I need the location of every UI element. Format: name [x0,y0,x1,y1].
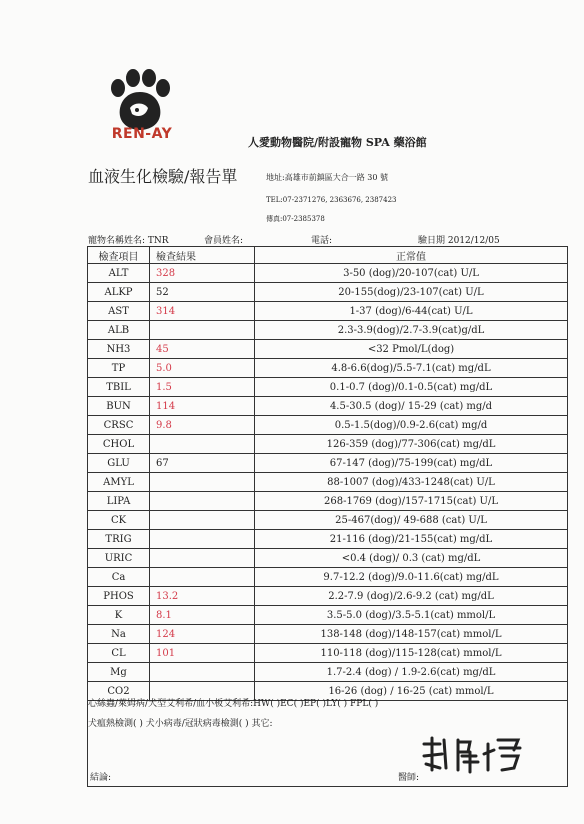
test-item: Mg [88,663,150,682]
report-title: 血液生化檢驗/報告單 [88,167,238,186]
conclusion-label: 結論: [90,773,112,783]
clinic-tel: TEL:07-2371276, 2363676, 2387423 [266,196,397,204]
test-result [150,321,255,340]
test-item: PHOS [88,587,150,606]
test-item: BUN [88,397,150,416]
test-item: TBIL [88,378,150,397]
table-row [88,378,568,397]
table-row [88,302,568,321]
test-item: TRIG [88,530,150,549]
normal-range: <32 Pmol/L(dog) [255,340,568,359]
table-row [88,283,568,302]
normal-range: <0.4 (dog)/ 0.3 (cat) mg/dL [255,549,568,568]
brand-name: REN-AY [111,126,173,142]
doctor-label: 醫師: [398,773,420,783]
test-result [150,473,255,492]
table-row [88,587,568,606]
normal-range: 9.7-12.2 (dog)/9.0-11.6(cat) mg/dL [255,568,568,587]
test-item: TP [88,359,150,378]
member-name-field: 會員姓名: [204,236,244,246]
normal-range: 1-37 (dog)/6-44(cat) U/L [255,302,568,321]
normal-range: 88-1007 (dog)/433-1248(cat) U/L [255,473,568,492]
normal-range: 268-1769 (dog)/157-1715(cat) U/L [255,492,568,511]
test-result: 314 [150,302,255,321]
normal-range: 4.5-30.5 (dog)/ 15-29 (cat) mg/d [255,397,568,416]
test-item: ALKP [88,283,150,302]
test-result: 114 [150,397,255,416]
test-item: LIPA [88,492,150,511]
normal-range: 2.2-7.9 (dog)/2.6-9.2 (cat) mg/dL [255,587,568,606]
distemper-test-note: 犬瘟熱檢測( ) 犬小病毒/冠狀病毒檢測( ) 其它: [88,719,273,729]
test-result [150,492,255,511]
normal-range: 4.8-6.6(dog)/5.5-7.1(cat) mg/dL [255,359,568,378]
normal-range: 1.7-2.4 (dog) / 1.9-2.6(cat) mg/dL [255,663,568,682]
normal-range: 138-148 (dog)/148-157(cat) mmol/L [255,625,568,644]
table-row [88,530,568,549]
normal-range: 20-155(dog)/23-107(cat) U/L [255,283,568,302]
table-row [88,549,568,568]
table-row [88,625,568,644]
test-result: 5.0 [150,359,255,378]
table-row [88,663,568,682]
table-row [88,492,568,511]
results-table [87,246,568,701]
table-row [88,454,568,473]
frame-left [87,692,88,787]
table-row [88,321,568,340]
normal-range: 2.3-3.9(dog)/2.7-3.9(cat)g/dL [255,321,568,340]
normal-range: 0.5-1.5(dog)/0.9-2.6(cat) mg/d [255,416,568,435]
pet-name-field: 寵物名稱姓名: TNR [88,236,169,246]
table-row [88,473,568,492]
clinic-address: 地址:高雄市前鎮區大合一路 30 號 [266,173,388,182]
test-result [150,530,255,549]
table-row [88,511,568,530]
normal-range: 21-116 (dog)/21-155(cat) mg/dL [255,530,568,549]
normal-range: 126-359 (dog)/77-306(cat) mg/dL [255,435,568,454]
table-row [88,340,568,359]
test-item: K [88,606,150,625]
test-result: 101 [150,644,255,663]
test-item: AST [88,302,150,321]
header-normal: 正常值 [255,247,568,264]
test-item: ALB [88,321,150,340]
heartworm-test-note: 心絲蟲/萊姆病/犬型艾利希/血小板艾利希:HW( )EC( )EP( )LY( ) FPL( ) [88,699,379,709]
test-result [150,549,255,568]
test-item: AMYL [88,473,150,492]
test-result: 13.2 [150,587,255,606]
table-row [88,416,568,435]
test-item: CK [88,511,150,530]
normal-range: 3-50 (dog)/20-107(cat) U/L [255,264,568,283]
test-item: CO2 [88,682,150,701]
test-result: 8.1 [150,606,255,625]
normal-range: 110-118 (dog)/115-128(cat) mmol/L [255,644,568,663]
normal-range: 67-147 (dog)/75-199(cat) mg/dL [255,454,568,473]
test-item: NH3 [88,340,150,359]
normal-range: 16-26 (dog) / 16-25 (cat) mmol/L [255,682,568,701]
test-result: 67 [150,454,255,473]
exam-date-field: 驗日期 2012/12/05 [418,236,500,246]
test-result: 45 [150,340,255,359]
test-result [150,511,255,530]
test-result [150,435,255,454]
table-header-row [88,247,568,264]
table-row [88,397,568,416]
test-result: 328 [150,264,255,283]
doctor-signature-icon [418,734,528,776]
test-result: 1.5 [150,378,255,397]
frame-right [567,692,568,787]
test-result: 9.8 [150,416,255,435]
test-item: URIC [88,549,150,568]
normal-range: 0.1-0.7 (dog)/0.1-0.5(cat) mg/dL [255,378,568,397]
header-item: 檢查項目 [88,247,150,264]
test-item: CRSC [88,416,150,435]
header-result: 檢查結果 [150,247,255,264]
frame-bottom [87,786,567,787]
table-row [88,435,568,454]
table-row [88,264,568,283]
test-item: ALT [88,264,150,283]
normal-range: 25-467(dog)/ 49-688 (cat) U/L [255,511,568,530]
test-item: Ca [88,568,150,587]
test-result [150,663,255,682]
phone-field: 電話: [311,236,333,246]
clinic-fax: 傳真:07-2385378 [266,215,325,223]
test-item: CL [88,644,150,663]
table-row [88,644,568,663]
normal-range: 3.5-5.0 (dog)/3.5-5.1(cat) mmol/L [255,606,568,625]
clinic-name: 人愛動物醫院/附設寵物 SPA 藥浴館 [248,136,427,149]
test-result: 124 [150,625,255,644]
test-result: 52 [150,283,255,302]
table-row [88,606,568,625]
test-item: GLU [88,454,150,473]
test-item: CHOL [88,435,150,454]
test-result [150,568,255,587]
test-item: Na [88,625,150,644]
table-row [88,568,568,587]
table-row [88,359,568,378]
